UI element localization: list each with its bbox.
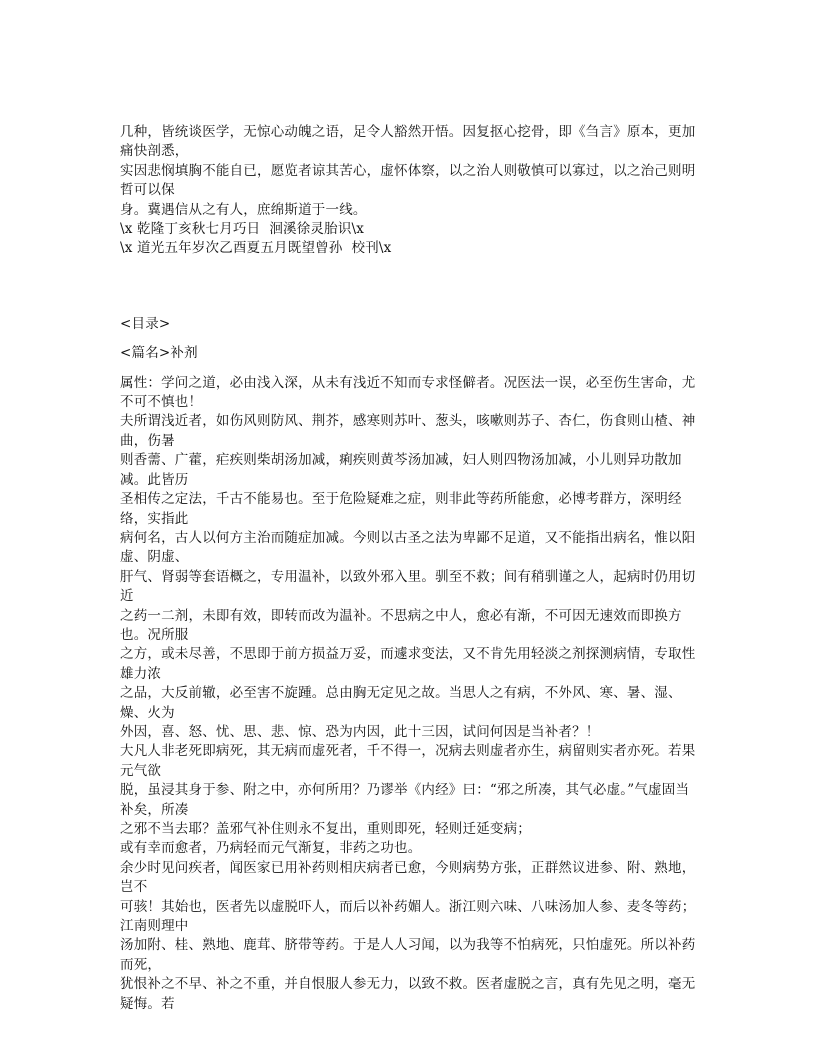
preface-line: 几种，皆统谈医学，无惊心动魄之语，足令人豁然开悟。因复抠心挖骨，即《刍言》原本，更加痛快剖悉，: [120, 124, 696, 160]
preface-signature: \x 乾隆丁亥秋七月巧日 洄溪徐灵胎识\x: [120, 221, 365, 238]
preface-line: 实因悲悯填胸不能自已，愿览者谅其苦心，虚怀体察，以之治人则敬慎可以寡过，以之治己则明哲可以保: [120, 162, 696, 199]
preface-line: 身。冀遇信从之有人，庶绵斯道于一线。: [120, 201, 367, 218]
body-line: 脱，虽浸其身于参、附之中，亦何所用？乃谬举《内经》曰：“邪之所凑，其气必虚。”气虚固当补矣，所凑: [120, 782, 690, 818]
body-line: 肝气、肾弱等套语概之，专用温补，以致外邪入里。驯至不救；间有稍驯谨之人，起病时仍用切近: [120, 568, 696, 605]
body-line: 之方，或未尽善，不思即于前方损益万妥，而遽求变法，又不肯先用轻淡之剂探测病情，专取性雄力浓: [120, 646, 696, 682]
body-line: 可骇！其始也，医者先以虚脱吓人，而后以补药媚人。浙江则六味、八味汤加人参、麦冬等药；江南则理中: [120, 898, 696, 935]
body-text: [120, 374, 700, 1014]
body-line: 汤加附、桂、熟地、鹿茸、脐带等药。于是人人习闻，以为我等不怕病死，只怕虚死。所以补药而死，: [120, 937, 696, 973]
preface-publication-note: \x 道光五年岁次乙酉夏五月既望曾孙 校刊\x: [120, 240, 392, 257]
section-heading: <篇名>补剂: [120, 345, 198, 362]
body-line: 或有幸而愈者，乃病轻而元气渐复，非药之功也。: [120, 840, 422, 857]
body-line: 外因，喜、怒、忧、思、悲、惊、恐为内因，此十三因，试问何因是当补者？！: [120, 723, 600, 740]
body-line: 犹恨补之不早、补之不重，并自恨服人参无力，以致不救。医者虚脱之言，真有先见之明，毫无疑悔。若: [120, 976, 696, 1012]
preface-block: [120, 123, 700, 259]
body-line: 夫所谓浅近者，如伤风则防风、荆芥，感寒则苏叶、葱头，咳嗽则苏子、杏仁，伤食则山楂、神曲，伤暑: [120, 413, 696, 449]
body-line: 圣相传之定法，千古不能易也。至于危险疑难之症，则非此等药所能愈，必博考群方，深明经络，实指此: [120, 491, 682, 527]
body-line: 之品，大反前辙，必至害不旋踵。总由胸无定见之故。当思人之有病，不外风、寒、暑、湿、燥、火为: [120, 685, 682, 721]
body-line: 属性：学问之道，必由浅入深，从未有浅近不知而专求怪僻者。况医法一误，必至伤生害命，尤不可不慎也！: [120, 374, 696, 411]
body-line: 大凡人非老死即病死，其无病而虚死者，千不得一，况病去则虚者亦生，病留则实者亦死。若果元气欲: [120, 743, 696, 779]
body-line: 则香薷、广藿，疟疾则柴胡汤加减，痢疾则黄芩汤加减，妇人则四物汤加减，小儿则异功散加减。此皆历: [120, 452, 682, 488]
body-line: 之药一二剂，未即有效，即转而改为温补。不思病之中人，愈必有渐，不可因无速效而即换方也。况所服: [120, 607, 682, 643]
body-line: 余少时见问疾者，闻医家已用补药则相庆病者已愈，今则病势方张，正群然议进参、附、熟地，岂不: [120, 859, 696, 896]
document-page: [120, 123, 700, 1014]
body-line: 之邪不当去耶？盖邪气补住则永不复出，重则即死，轻则迁延变病；: [120, 821, 531, 837]
body-line: 病何名，古人以何方主治而随症加减。今则以古圣之法为卑鄙不足道，又不能指出病名，惟以阳虚、阴虚、: [120, 529, 696, 566]
toc-heading: <目录>: [120, 315, 171, 332]
